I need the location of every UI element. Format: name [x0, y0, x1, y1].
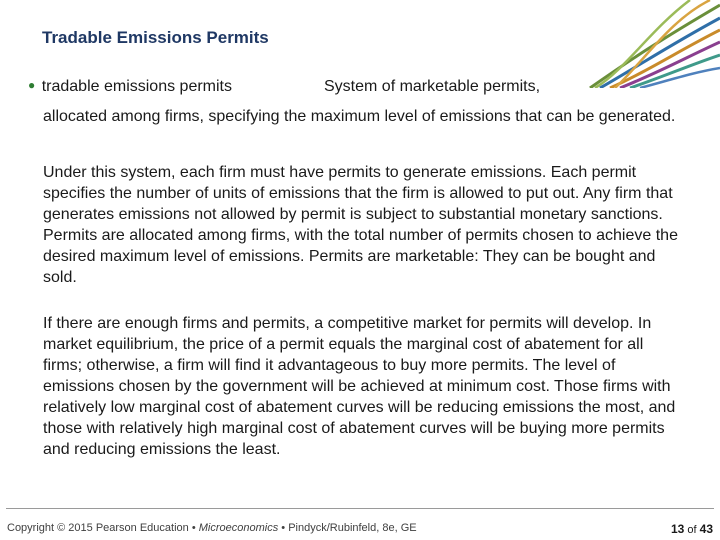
copyright-prefix: Copyright © 2015 Pearson Education • — [7, 522, 196, 534]
definition-continuation: allocated among firms, specifying the maximum level of emissions that can be generated. — [43, 108, 676, 125]
copyright-text — [7, 522, 417, 534]
book-title: Microeconomics — [198, 522, 279, 534]
page-total: 43 — [699, 522, 713, 536]
bullet-definition-start: System of marketable permits, — [324, 78, 541, 95]
footer — [0, 508, 720, 540]
footer-divider — [6, 508, 714, 509]
slide-title: Tradable Emissions Permits — [42, 28, 269, 47]
bullet-definition — [28, 78, 541, 96]
page-number — [671, 522, 713, 536]
paragraph-2: If there are enough firms and permits, a competitive market for permits will develop. In market equilibrium, the price of a permit equals the marginal cost of abatement for all firms; otherwise, a firm will find it advantageous to buy more permits. The level of emissions chosen by the government will be achieved at minimum cost. Those firms with relatively low marginal cost of abatement curves will be reducing emissions the most, and those with relatively high marginal cost of abatement curves will be buying more permits and reducing emissions the least. — [43, 315, 676, 458]
copyright-suffix: • Pindyck/Rubinfeld, 8e, GE — [281, 522, 417, 534]
bullet-term: tradable emissions permits — [41, 78, 232, 95]
page-of: of — [687, 524, 697, 536]
page-current: 13 — [670, 522, 685, 536]
bullet-icon: ● — [28, 78, 36, 92]
paragraph-1: Under this system, each firm must have permits to generate emissions. Each permit specifies the number of units of emissions that the firm is allowed to put out. Any firm that generates emissions not allowed by permit is subject to substantial monetary sanctions. Permits are allocated among firms, with the total number of permits chosen to achieve the desired maximum level of emissions. Permits are marketable: They can be bought and sold. — [43, 164, 678, 286]
colored-wires-decoration-icon — [570, 0, 720, 88]
